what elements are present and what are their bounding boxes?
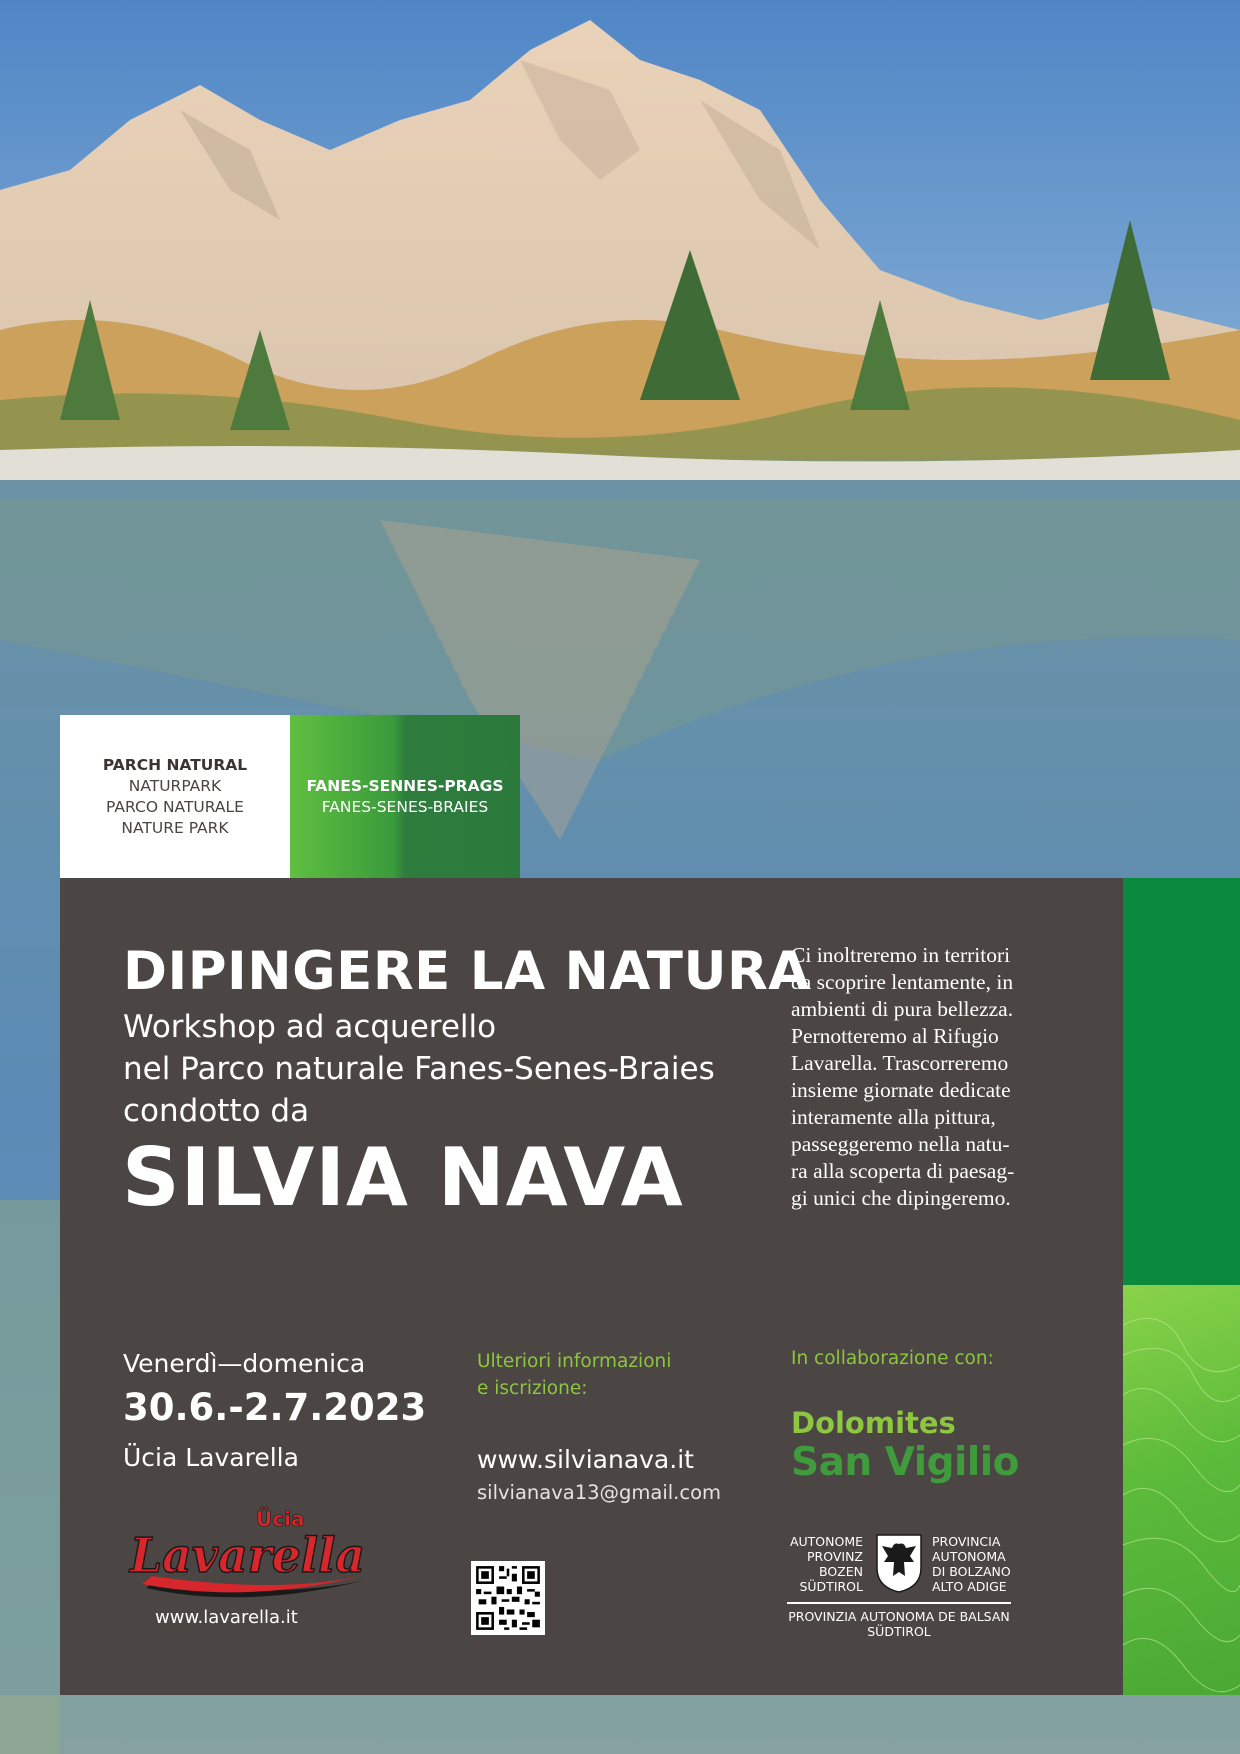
province-lad-line: SÜDTIROL xyxy=(867,1624,931,1639)
park-location-line: FANES-SENNES-PRAGS xyxy=(306,776,504,795)
lavarella-url[interactable]: www.lavarella.it xyxy=(155,1607,298,1628)
info-label-line: e iscrizione: xyxy=(477,1378,588,1399)
description-line: Pernotteremo al Rifugio xyxy=(791,1024,999,1048)
description-line: da scoprire lentamente, in xyxy=(791,970,1014,994)
park-name-line: PARCH NATURAL xyxy=(102,755,248,774)
workshop-title: DIPINGERE LA NATURA xyxy=(123,941,810,1002)
lavarella-logo xyxy=(116,1500,376,1612)
workshop-subtitle xyxy=(123,1006,715,1132)
event-days: Venerdì—domenica xyxy=(123,1349,366,1378)
info-label-line: Ulteriori informazioni xyxy=(477,1351,672,1372)
park-location-line: FANES-SENES-BRAIES xyxy=(321,797,489,816)
park-name-line: PARCO NATURALE xyxy=(106,797,244,816)
dolomites-logo-line1: Dolomites xyxy=(791,1406,956,1440)
event-dates: 30.6.-2.7.2023 xyxy=(123,1386,427,1429)
province-lad-line: PROVINZIA AUTONOMA DE BALSAN xyxy=(788,1609,1010,1624)
qr-code[interactable] xyxy=(471,1561,545,1635)
province-de-line: PROVINZ xyxy=(807,1549,863,1564)
instructor-name: SILVIA NAVA xyxy=(122,1131,684,1224)
description-line: ambienti di pura bellezza. xyxy=(791,997,1014,1021)
province-de-line: SÜDTIROL xyxy=(799,1579,863,1594)
lavarella-logo-small: Ücia xyxy=(256,1507,305,1531)
province-name-de xyxy=(785,1534,863,1594)
workshop-description xyxy=(791,942,1051,1212)
province-de-line: AUTONOME xyxy=(789,1534,863,1549)
province-name-it xyxy=(932,1534,1022,1594)
province-logo xyxy=(785,1532,1013,1640)
website-link[interactable]: www.silvianava.it xyxy=(477,1445,694,1474)
province-it-line: AUTONOMA xyxy=(932,1549,1006,1564)
park-logo-location xyxy=(290,715,520,878)
contour-lines-graphic xyxy=(1123,1285,1240,1695)
province-name-lad xyxy=(785,1609,1013,1639)
park-name-line: NATURPARK xyxy=(128,776,222,795)
province-it-line: ALTO ADIGE xyxy=(932,1579,1007,1594)
collaboration-label: In collaborazione con: xyxy=(791,1348,994,1369)
email-link[interactable]: silvianava13@gmail.com xyxy=(477,1481,722,1504)
lavarella-logo-script: Lavarella xyxy=(128,1528,365,1584)
description-line: Ci inoltreremo in territori xyxy=(791,943,1011,967)
eagle-crest-icon xyxy=(874,1532,924,1594)
description-line: ra alla scoperta di paesag- xyxy=(791,1159,1015,1183)
province-it-line: DI BOLZANO xyxy=(932,1564,1011,1579)
subtitle-line: condotto da xyxy=(123,1093,310,1129)
province-it-line: PROVINCIA xyxy=(932,1534,1001,1549)
description-line: passeggeremo nella natu- xyxy=(791,1132,1010,1156)
province-de-line: BOZEN xyxy=(818,1564,863,1579)
event-place: Ücia Lavarella xyxy=(123,1443,299,1472)
subtitle-line: nel Parco naturale Fanes-Senes-Braies xyxy=(123,1051,715,1087)
park-logo xyxy=(60,715,520,878)
park-name-line: NATURE PARK xyxy=(121,818,229,837)
subtitle-line: Workshop ad acquerello xyxy=(123,1009,497,1045)
info-label xyxy=(477,1348,671,1402)
description-line: gi unici che dipingeremo. xyxy=(791,1186,1011,1210)
description-line: interamente alla pittura, xyxy=(791,1105,996,1129)
province-divider xyxy=(787,1602,1011,1604)
description-line: Lavarella. Trascorreremo xyxy=(791,1051,1009,1075)
contour-map-band xyxy=(1123,1285,1240,1695)
description-line: insieme giornate dedicate xyxy=(791,1078,1011,1102)
green-accent-band xyxy=(1123,878,1240,1285)
dolomites-logo-line2: San Vigilio xyxy=(791,1440,1019,1485)
park-logo-names xyxy=(60,715,290,878)
